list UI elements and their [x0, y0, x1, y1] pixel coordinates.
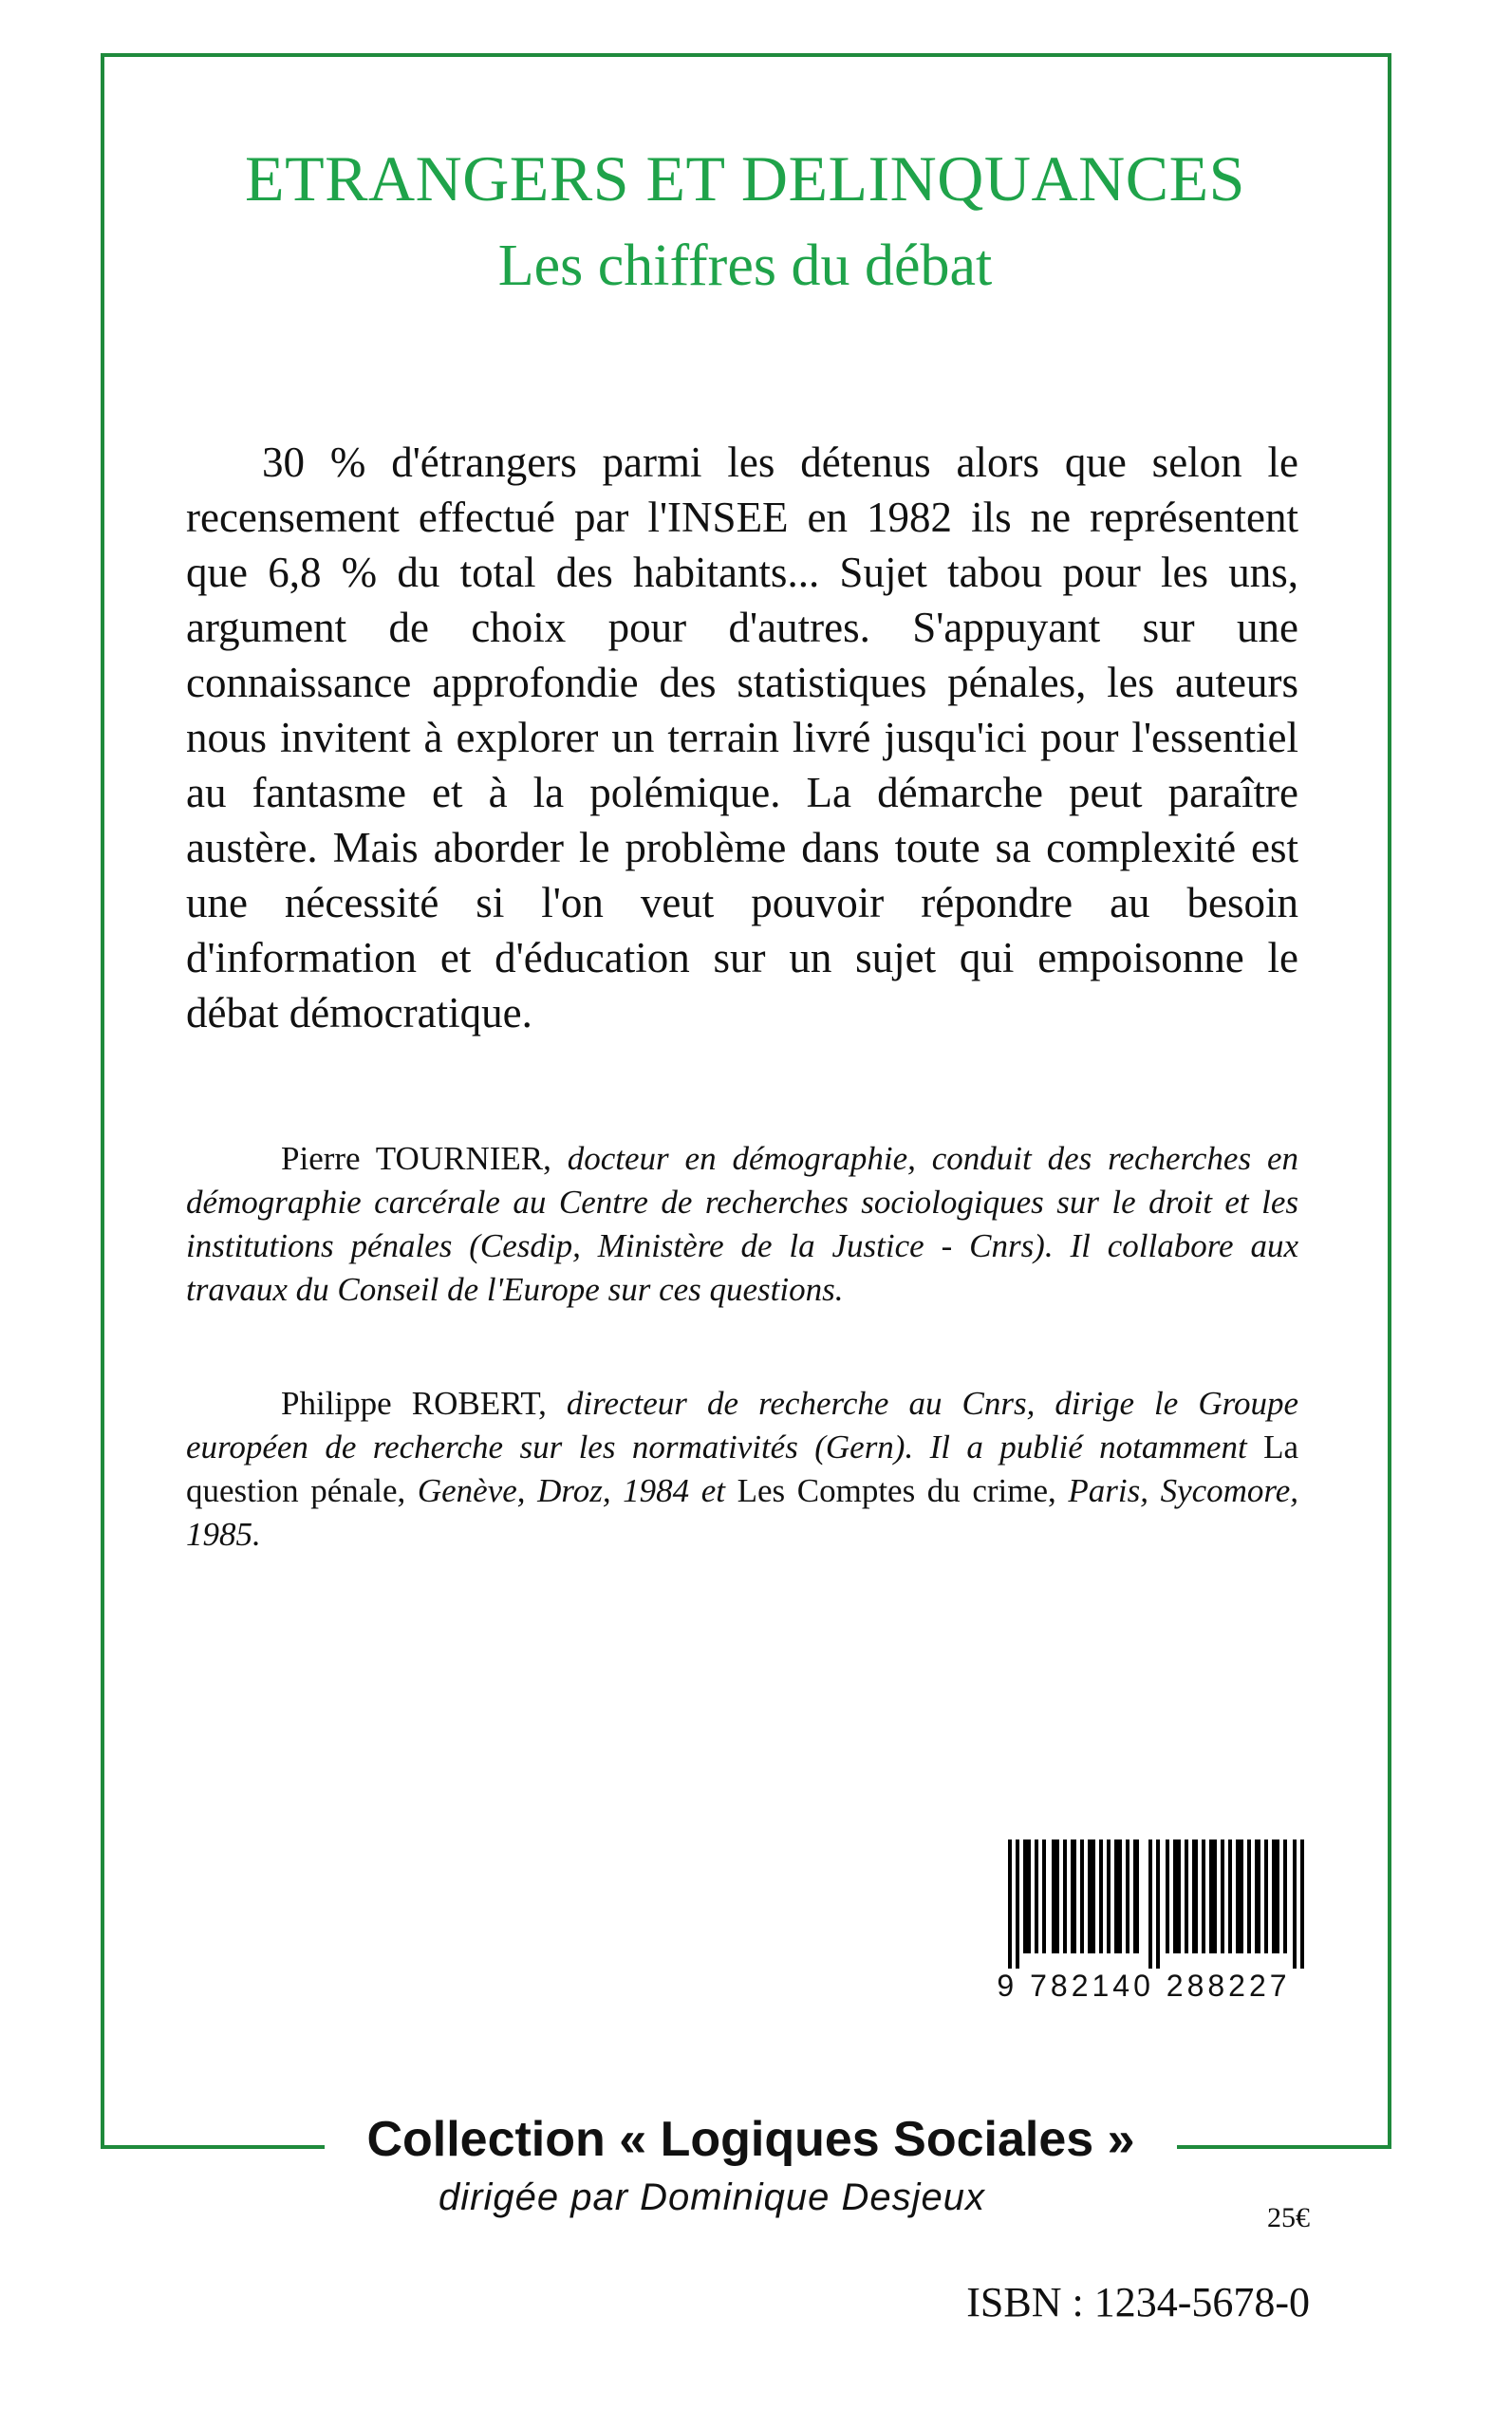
work-publication: Genève, Droz, 1984 et	[417, 1472, 726, 1509]
author-bio-tournier	[186, 1137, 1298, 1312]
barcode	[1008, 1839, 1308, 1969]
back-cover-blurb	[186, 435, 1298, 1040]
work-title: La question pénale,	[186, 1429, 1298, 1509]
collection-director: dirigée par Dominique Desjeux	[439, 2176, 985, 2218]
collection-name: Collection « Logiques Sociales »	[366, 2112, 1135, 2167]
frame-bottom-rule-left	[101, 2145, 325, 2149]
blurb-text: 30 % d'étrangers parmi les détenus alors que selon le recensement effectué par l'INSEE en 1982 ils ne représentent que 6,8 % du total des habitants... Sujet tabou pour les uns, argument de choix pour d'autres. S'appuyant sur une connaissance approfondie des statistiques pénales, les auteurs nous invitent à explorer un terrain livré jusqu'ici pour l'essentiel au fantasme et à la polémique. La démarche peut paraître austère. Mais aborder le problème dans toute sa complexité est une nécessité si l'on veut pouvoir répondre au besoin d'information et d'éducation sur un sujet qui empoisonne le débat démocratique.	[186, 439, 1298, 1036]
cover-frame	[101, 53, 1391, 2149]
work-title: Les Comptes du crime,	[737, 1472, 1056, 1509]
book-subtitle: Les chiffres du débat	[497, 233, 993, 298]
author-bio-text: docteur en démographie, conduit des recherches en démographie carcérale au Centre de recherches sociologiques sur le droit et les institutions pénales (Cesdip, Ministère de la Justice - Cnrs). Il collabore aux travaux du Conseil de l'Europe sur ces questions.	[186, 1140, 1298, 1308]
author-bio-text: directeur de recherche au Cnrs, dirige le Groupe européen de recherche sur les normativités (Gern). Il a publié notamment	[186, 1385, 1298, 1466]
book-title: ETRANGERS ET DELINQUANCES	[245, 142, 1245, 215]
barcode-number: 9 782140 288227	[997, 1969, 1291, 2003]
author-bio-robert	[186, 1382, 1298, 1557]
isbn-label: ISBN : 1234-5678-0	[966, 2279, 1310, 2325]
price-label: 25€	[1267, 2202, 1310, 2233]
author-name: Pierre TOURNIER,	[281, 1140, 551, 1177]
work-publication: Paris, Sycomore, 1985.	[186, 1472, 1299, 1553]
frame-bottom-rule-right	[1177, 2145, 1391, 2149]
author-name: Philippe ROBERT,	[281, 1385, 547, 1422]
